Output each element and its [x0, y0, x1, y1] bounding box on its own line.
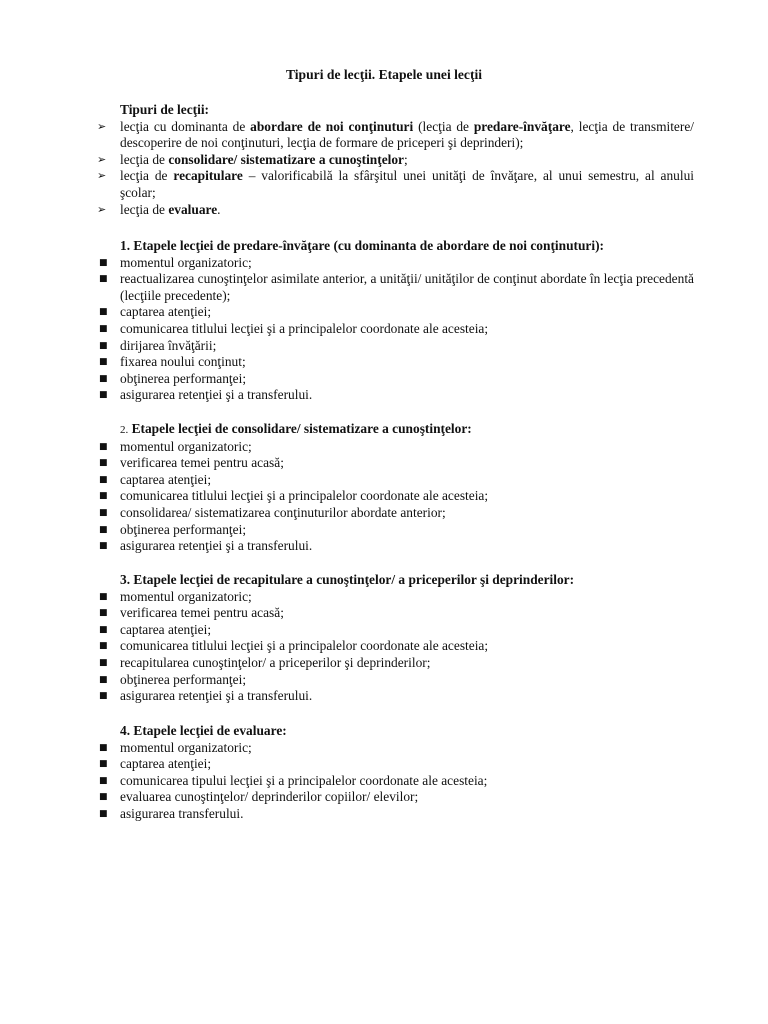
item-text: verificarea temei pentru acasă;: [120, 455, 284, 471]
square-bullet-icon: ■: [99, 390, 108, 401]
item-text: lecţia de: [120, 201, 169, 217]
list-item: [96, 338, 694, 355]
item-text: momentul organizatoric;: [120, 438, 252, 454]
lesson-types-section: [96, 102, 694, 218]
list-item: [96, 605, 694, 622]
list-item: [96, 202, 694, 219]
section-4-list: [96, 740, 694, 823]
item-text: momentul organizatoric;: [120, 588, 252, 604]
item-text: comunicarea tipului lecţiei şi a principalelor coordonate ale acesteia;: [120, 772, 488, 788]
lesson-types-list: [96, 119, 694, 219]
square-bullet-icon: ■: [99, 340, 108, 351]
list-item: [96, 740, 694, 757]
section-1: [96, 238, 694, 404]
list-item: [96, 522, 694, 539]
section-3-list: [96, 589, 694, 705]
square-bullet-icon: ■: [99, 608, 108, 619]
bold-term: recapitulare: [173, 168, 243, 184]
item-text: asigurarea retenţiei şi a transferului.: [120, 387, 313, 403]
square-bullet-icon: ■: [99, 808, 108, 819]
item-text: momentul organizatoric;: [120, 739, 252, 755]
bold-term: consolidare/ sistematizare a cunoştinţelor: [168, 151, 404, 167]
item-text: obţinerea performanţei;: [120, 521, 247, 537]
item-text: momentul organizatoric;: [120, 254, 252, 270]
item-text: captarea atenţiei;: [120, 304, 212, 320]
item-text: reactualizarea cunoştinţelor asimilate anterior, a unităţii/ unităţilor de conţinut abordate în lecţia precedentă (lecţiile precedente);: [120, 271, 694, 303]
bold-term: abordare de noi conţinuturi: [250, 118, 414, 134]
section-2-heading: [96, 421, 694, 439]
list-item: [96, 472, 694, 489]
list-item: [96, 152, 694, 169]
arrow-bullet-icon: ➢: [97, 169, 107, 183]
item-text: obţinerea performanţei;: [120, 671, 247, 687]
list-item: [96, 387, 694, 404]
square-bullet-icon: ■: [99, 274, 108, 285]
item-text: obţinerea performanţei;: [120, 370, 247, 386]
section-1-heading: 1. Etapele lecţiei de predare-învăţare (cu dominanta de abordare de noi conţinuturi):: [120, 238, 605, 253]
square-bullet-icon: ■: [99, 674, 108, 685]
arrow-bullet-icon: ➢: [97, 202, 107, 216]
item-text: lecţia de: [120, 168, 174, 184]
item-text: fixarea noului conţinut;: [120, 354, 246, 370]
list-item: [96, 371, 694, 388]
item-text: lecţia cu dominanta de: [120, 118, 251, 134]
square-bullet-icon: ■: [99, 624, 108, 635]
section-3-heading: 3. Etapele lecţiei de recapitulare a cunoştinţelor/ a priceperilor şi deprinderilor:: [120, 572, 575, 587]
item-text: captarea atenţiei;: [120, 621, 212, 637]
square-bullet-icon: ■: [99, 373, 108, 384]
square-bullet-icon: ■: [99, 524, 108, 535]
square-bullet-icon: ■: [99, 458, 108, 469]
square-bullet-icon: ■: [99, 257, 108, 268]
item-text: captarea atenţiei;: [120, 756, 212, 772]
square-bullet-icon: ■: [99, 759, 108, 770]
section-2: [96, 421, 694, 555]
item-text: ;: [404, 151, 408, 167]
list-item: [96, 756, 694, 773]
section-2-list: [96, 439, 694, 555]
item-text: comunicarea titlului lecţiei şi a principalelor coordonate ale acesteia;: [120, 638, 489, 654]
list-item: [96, 806, 694, 823]
item-text: .: [217, 201, 221, 217]
item-text: (lecţia de: [413, 118, 474, 134]
section-4: [96, 723, 694, 823]
list-item: [96, 455, 694, 472]
list-item: [96, 538, 694, 555]
item-text: captarea atenţiei;: [120, 471, 212, 487]
list-item: [96, 255, 694, 272]
square-bullet-icon: ■: [99, 507, 108, 518]
list-item: [96, 672, 694, 689]
arrow-bullet-icon: ➢: [97, 152, 107, 166]
item-text: asigurarea transferului.: [120, 805, 244, 821]
square-bullet-icon: ■: [99, 657, 108, 668]
item-text: recapitularea cunoştinţelor/ a priceperilor şi deprinderilor;: [120, 654, 431, 670]
list-item: [96, 321, 694, 338]
bold-term: predare-învăţare: [473, 118, 571, 134]
list-item: [96, 773, 694, 790]
list-item: [96, 488, 694, 505]
list-item: [96, 304, 694, 321]
square-bullet-icon: ■: [99, 591, 108, 602]
list-item: [96, 589, 694, 606]
item-text: comunicarea titlului lecţiei şi a principalelor coordonate ale acesteia;: [120, 320, 489, 336]
item-text: asigurarea retenţiei şi a transferului.: [120, 538, 313, 554]
square-bullet-icon: ■: [99, 323, 108, 334]
list-item: [96, 354, 694, 371]
square-bullet-icon: ■: [99, 541, 108, 552]
list-item: [96, 638, 694, 655]
bold-term: evaluare: [168, 201, 218, 217]
list-item: [96, 655, 694, 672]
item-text: – valorificabilă la sfârşitul unei unităţi de învăţare, al unui semestru, al anului şcolar;: [120, 168, 695, 200]
section-4-heading: 4. Etapele lecţiei de evaluare:: [120, 723, 287, 738]
section-2-number: 2.: [120, 424, 129, 436]
item-text: , lecţia de transmitere/ descoperire de noi conţinuturi, lecţia de formare de priceperi şi deprinderi);: [120, 118, 694, 151]
square-bullet-icon: ■: [99, 691, 108, 702]
list-item: [96, 119, 694, 152]
item-text: asigurarea retenţiei şi a transferului.: [120, 688, 313, 704]
square-bullet-icon: ■: [99, 641, 108, 652]
list-item: [96, 271, 694, 304]
list-item: [96, 688, 694, 705]
square-bullet-icon: ■: [99, 307, 108, 318]
square-bullet-icon: ■: [99, 441, 108, 452]
square-bullet-icon: ■: [99, 792, 108, 803]
list-item: [96, 789, 694, 806]
square-bullet-icon: ■: [99, 357, 108, 368]
item-text: comunicarea titlului lecţiei şi a principalelor coordonate ale acesteia;: [120, 488, 489, 504]
item-text: consolidarea/ sistematizarea conţinuturilor abordate anterior;: [120, 504, 446, 520]
list-item: [96, 622, 694, 639]
arrow-bullet-icon: ➢: [97, 119, 107, 133]
list-item: [96, 168, 694, 201]
square-bullet-icon: ■: [99, 474, 108, 485]
lesson-types-heading: Tipuri de lecţii:: [120, 102, 210, 117]
section-1-list: [96, 255, 694, 404]
square-bullet-icon: ■: [99, 491, 108, 502]
item-text: verificarea temei pentru acasă;: [120, 605, 284, 621]
item-text: lecţia de: [120, 151, 169, 167]
square-bullet-icon: ■: [99, 775, 108, 786]
item-text: dirijarea învăţării;: [120, 337, 217, 353]
list-item: [96, 505, 694, 522]
list-item: [96, 439, 694, 456]
section-3: [96, 572, 694, 705]
item-text: evaluarea cunoştinţelor/ deprinderilor copiilor/ elevilor;: [120, 789, 419, 805]
section-2-heading-text: Etapele lecţiei de consolidare/ sistematizare a cunoştinţelor:: [128, 421, 472, 436]
square-bullet-icon: ■: [99, 742, 108, 753]
document-title: Tipuri de lecţii. Etapele unei lecţii: [285, 67, 483, 82]
